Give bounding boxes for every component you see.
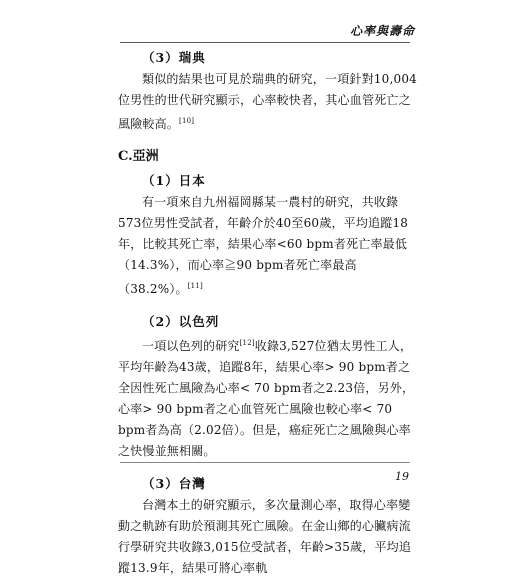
- sweden-text: 類似的結果也可見於瑞典的研究，一項針對10,004位男性的世代研究顯示，心率較快者，其心血管死亡之風險較高。: [118, 72, 417, 131]
- sweden-paragraph: [118, 69, 418, 135]
- page-body: [118, 46, 418, 579]
- israel-text-a: 一項以色列的研究: [142, 339, 240, 353]
- page-number: 19: [395, 470, 409, 483]
- israel-paragraph: [118, 333, 418, 462]
- citation-12: [12]: [239, 339, 255, 347]
- israel-text-b: 收錄3,527位猶太男性工人，平均年齡為43歲，追蹤8年，結果心率> 90 bpm者之全因性死亡風險為心率< 70 bpm者之2.23倍，另外，心率> 90 bpm者之心血管死亡風險也較心率< 70 bpm者為高（2.02倍）。但是，癌症死亡之風險與心率之快慢並無相關。: [118, 339, 415, 458]
- japan-heading: （1）日本: [142, 173, 206, 188]
- israel-heading: （2）以色列: [142, 314, 220, 329]
- japan-paragraph: [118, 192, 418, 300]
- asia-heading: C.亞洲: [118, 149, 159, 164]
- footer-rule: [120, 462, 410, 463]
- citation-10: [10]: [179, 117, 195, 125]
- japan-text: 有一項來自九州福岡縣某一農村的研究，共收錄573位男性受試者，年齡介於40至60歲，平均追蹤18年，比較其死亡率，結果心率<60 bpm者死亡率最低（14.3%），而心率≧90 bpm者死亡率最高（38.2%）。: [118, 195, 409, 296]
- taiwan-heading: （3）台灣: [142, 476, 206, 491]
- sweden-heading: （3）瑞典: [142, 50, 206, 65]
- header-rule: [120, 42, 410, 43]
- running-header: 心率與壽命: [350, 24, 416, 38]
- citation-11: [11]: [187, 282, 203, 290]
- taiwan-paragraph: 台灣本土的研究顯示，多次量測心率，取得心率變動之軌跡有助於預測其死亡風險。在金山鄉的心臟病流行學研究共收錄3,015位受試者，年齡>35歲，平均追蹤13.9年，結果可將心率軌: [118, 498, 412, 575]
